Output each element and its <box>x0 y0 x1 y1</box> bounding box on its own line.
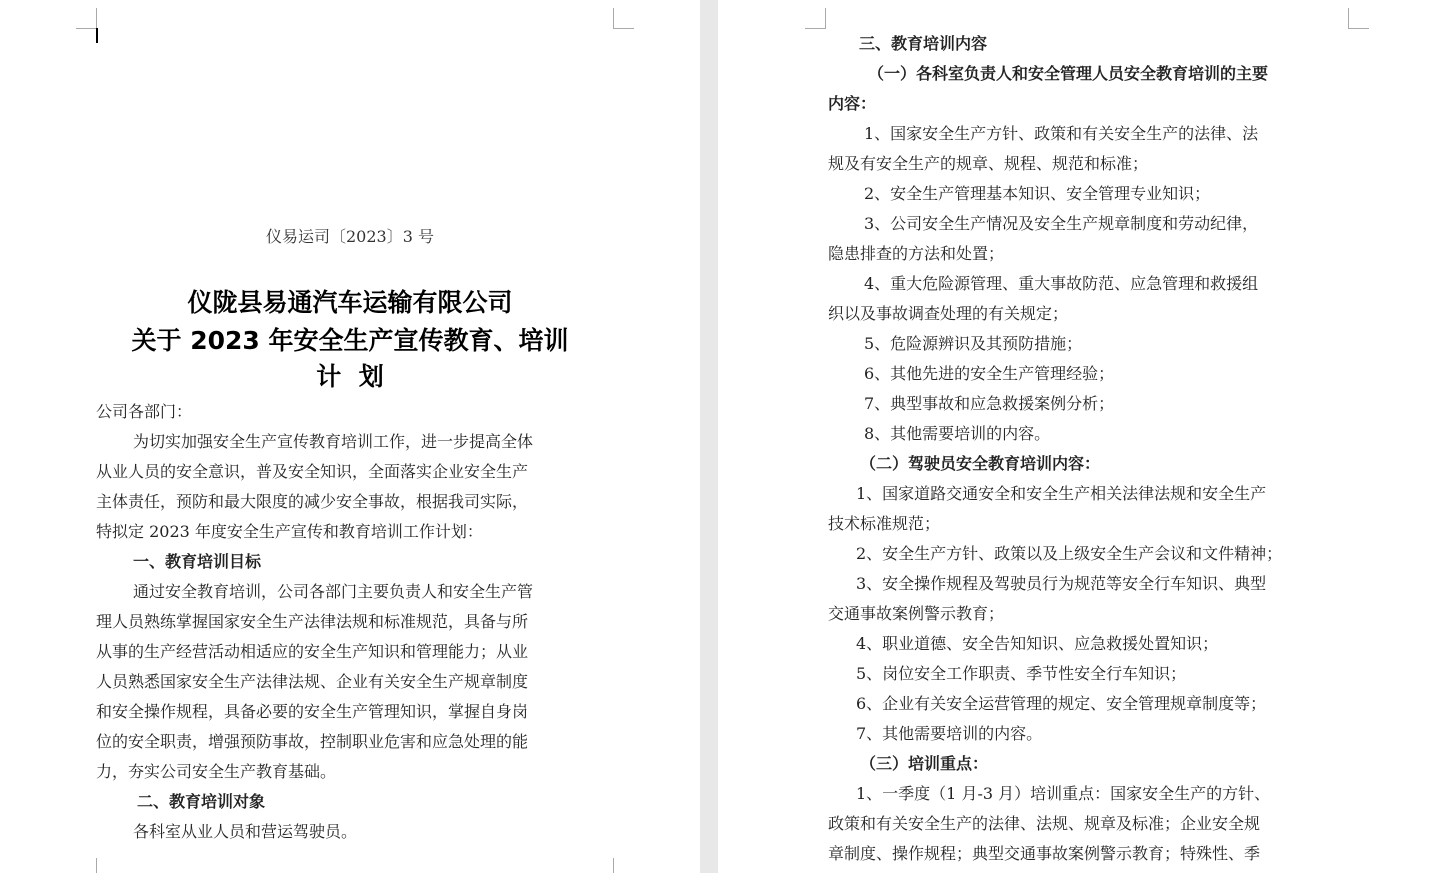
crop-mark <box>613 8 634 29</box>
list-item: 隐患排查的方法和处置； <box>828 244 1005 263</box>
body-text-line: 力，夯实公司安全生产教育基础。 <box>96 762 337 781</box>
crop-mark <box>613 858 634 873</box>
body-text-line: 人员熟悉国家安全生产法律法规、企业有关安全生产规章制度 <box>96 672 529 691</box>
list-item: 1、一季度（1 月-3 月）培训重点：国家安全生产的方针、 <box>856 784 1271 803</box>
crop-mark <box>1348 8 1369 29</box>
section-heading: 三、教育培训内容 <box>859 34 988 53</box>
list-item: 规及有安全生产的规章、规程、规范和标准； <box>828 154 1149 173</box>
list-item: 技术标准规范； <box>828 514 941 533</box>
list-item: 5、岗位安全工作职责、季节性安全行车知识； <box>856 664 1187 683</box>
document-title-line: 计 划 <box>316 362 384 391</box>
subsection-heading: 内容： <box>828 94 877 113</box>
list-item: 6、企业有关安全运营管理的规定、安全管理规章制度等； <box>856 694 1267 713</box>
body-text-line: 位的安全职责，增强预防事故，控制职业危害和应急处理的能 <box>96 732 529 751</box>
body-text-line: 为切实加强安全生产宣传教育培训工作，进一步提高全体 <box>133 432 534 451</box>
crop-mark <box>805 8 826 29</box>
section-heading: 一、教育培训目标 <box>133 552 262 571</box>
list-item: 政策和有关安全生产的法律、法规、规章及标准；企业安全规 <box>828 814 1261 833</box>
subsection-heading: （一）各科室负责人和安全管理人员安全教育培训的主要 <box>868 64 1269 83</box>
section-heading: 二、教育培训对象 <box>137 792 266 811</box>
crop-mark <box>76 858 97 873</box>
list-item: 织以及事故调查处理的有关规定； <box>828 304 1069 323</box>
body-text-line: 和安全操作规程，具备必要的安全生产管理知识，掌握自身岗 <box>96 702 529 721</box>
document-number: 仪易运司〔2023〕3 号 <box>266 227 434 246</box>
subsection-heading: （三）培训重点： <box>860 754 989 773</box>
list-item: 2、安全生产管理基本知识、安全管理专业知识； <box>864 184 1211 203</box>
list-item: 5、危险源辨识及其预防措施； <box>864 334 1083 353</box>
document-title-line: 关于 2023 年安全生产宣传教育、培训 <box>131 326 569 355</box>
document-page-right <box>718 0 1437 873</box>
list-item: 章制度、操作规程；典型交通事故案例警示教育；特殊性、季 <box>828 844 1261 863</box>
text-cursor <box>96 28 98 43</box>
list-item: 6、其他先进的安全生产管理经验； <box>864 364 1115 383</box>
list-item: 4、重大危险源管理、重大事故防范、应急管理和救援组 <box>864 274 1259 293</box>
body-text-line: 各科室从业人员和营运驾驶员。 <box>133 822 358 841</box>
list-item: 3、公司安全生产情况及安全生产规章制度和劳动纪律， <box>864 214 1259 233</box>
list-item: 交通事故案例警示教育； <box>828 604 1005 623</box>
salutation: 公司各部门： <box>96 402 193 421</box>
document-title-line: 仪陇县易通汽车运输有限公司 <box>187 288 513 317</box>
body-text-line: 主体责任，预防和最大限度的减少安全事故，根据我司实际， <box>96 492 529 511</box>
list-item: 8、其他需要培训的内容。 <box>864 424 1051 443</box>
body-text-line: 从事的生产经营活动相适应的安全生产知识和管理能力；从业 <box>96 642 529 661</box>
subsection-heading: （二）驾驶员安全教育培训内容： <box>860 454 1101 473</box>
list-item: 3、安全操作规程及驾驶员行为规范等安全行车知识、典型 <box>856 574 1267 593</box>
body-text-line: 从业人员的安全意识，普及安全知识，全面落实企业安全生产 <box>96 462 529 481</box>
list-item: 2、安全生产方针、政策以及上级安全生产会议和文件精神； <box>856 544 1283 563</box>
document-page-left <box>0 0 700 873</box>
body-text-line: 特拟定 2023 年度安全生产宣传和教育培训工作计划： <box>96 522 483 541</box>
list-item: 7、其他需要培训的内容。 <box>856 724 1043 743</box>
list-item: 1、国家安全生产方针、政策和有关安全生产的法律、法 <box>864 124 1259 143</box>
list-item: 4、职业道德、安全告知知识、应急救援处置知识； <box>856 634 1219 653</box>
crop-mark <box>76 8 97 29</box>
body-text-line: 通过安全教育培训，公司各部门主要负责人和安全生产管 <box>133 582 534 601</box>
list-item: 1、国家道路交通安全和安全生产相关法律法规和安全生产 <box>856 484 1267 503</box>
list-item: 7、典型事故和应急救援案例分析； <box>864 394 1115 413</box>
body-text-line: 理人员熟练掌握国家安全生产法律法规和标准规范，具备与所 <box>96 612 529 631</box>
